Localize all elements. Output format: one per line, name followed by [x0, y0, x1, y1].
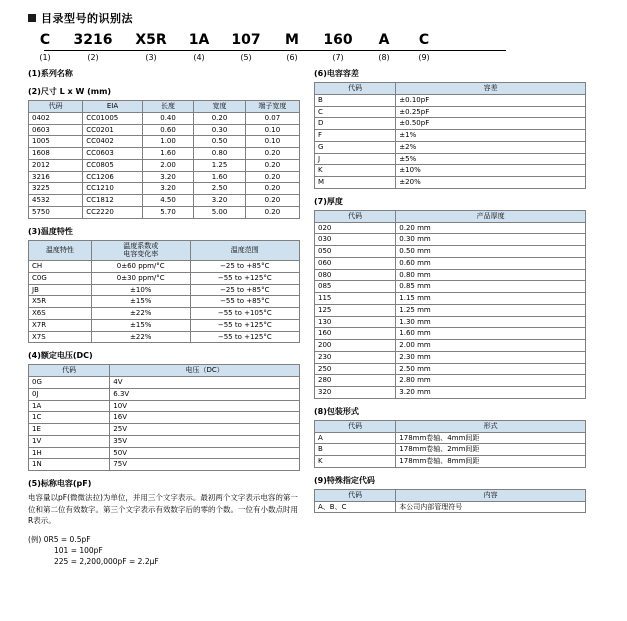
table-row — [315, 222, 586, 234]
cell-s7-10-1: 2.00 mm — [396, 340, 586, 352]
part-index-5: (5) — [240, 53, 252, 62]
th-s2-0: 代码 — [29, 101, 83, 113]
cell-s2-5-1: CC1206 — [83, 171, 143, 183]
cell-s7-6-1: 1.15 mm — [396, 293, 586, 305]
part-index-7: (7) — [332, 53, 344, 62]
table-row — [315, 444, 586, 456]
cell-s4-1-1: 6.3V — [110, 388, 300, 400]
cell-s7-5-1: 0.85 mm — [396, 281, 586, 293]
cell-s6-2-1: ±0.50pF — [396, 118, 586, 130]
size-table — [28, 100, 300, 219]
cell-s7-11-0: 230 — [315, 351, 396, 363]
part-index-6: (6) — [286, 53, 298, 62]
cell-s7-12-1: 2.50 mm — [396, 363, 586, 375]
cell-s6-0-1: ±0.10pF — [396, 94, 586, 106]
section-heading-7: (7)厚度 — [314, 196, 343, 206]
cell-s6-6-1: ±10% — [396, 165, 586, 177]
section-heading-8: (8)包装形式 — [314, 406, 359, 416]
table-header-row — [315, 420, 586, 432]
cell-s2-7-4: 0.20 — [245, 195, 299, 207]
table-row — [315, 363, 586, 375]
cell-s3-4-2: −55 to +105°C — [190, 308, 299, 320]
part-number-underline — [44, 50, 506, 51]
capacitance-example — [28, 534, 300, 568]
table-header-row — [29, 101, 300, 113]
part-code-2: 3216 — [73, 32, 113, 48]
table-row — [315, 501, 586, 513]
table-row — [315, 234, 586, 246]
cell-s2-2-4: 0.10 — [245, 136, 299, 148]
cell-s4-5-1: 35V — [110, 435, 300, 447]
cell-s6-1-1: ±0.25pF — [396, 106, 586, 118]
table-row — [315, 177, 586, 189]
th-s4-1: 电压（DC） — [110, 365, 300, 377]
cell-s7-4-0: 080 — [315, 269, 396, 281]
cell-s6-7-0: M — [315, 177, 396, 189]
cell-s2-4-4: 0.20 — [245, 159, 299, 171]
cell-s9-0-1: 本公司内部管理符号 — [396, 501, 586, 513]
table-row — [315, 118, 586, 130]
table-row — [315, 432, 586, 444]
table-row — [315, 165, 586, 177]
th-s2-4: 端子宽度 — [245, 101, 299, 113]
cell-s7-13-1: 2.80 mm — [396, 375, 586, 387]
table-row — [29, 112, 300, 124]
cell-s3-0-2: −25 to +85°C — [190, 261, 299, 273]
table-row — [315, 257, 586, 269]
cell-s2-5-0: 3216 — [29, 171, 83, 183]
cell-s7-4-1: 0.80 mm — [396, 269, 586, 281]
cell-s2-0-0: 0402 — [29, 112, 83, 124]
table-row — [29, 171, 300, 183]
table-row — [29, 272, 300, 284]
cell-s2-1-3: 0.30 — [194, 124, 245, 136]
part-number-codes — [28, 32, 617, 48]
table-row — [29, 195, 300, 207]
cell-s2-2-3: 0.50 — [194, 136, 245, 148]
table-row — [29, 183, 300, 195]
cell-s8-1-0: B — [315, 444, 396, 456]
cell-s2-7-1: CC1812 — [83, 195, 143, 207]
cell-s6-2-0: D — [315, 118, 396, 130]
table-row — [29, 435, 300, 447]
cell-s3-5-1: ±15% — [91, 319, 190, 331]
cell-s2-2-1: CC0402 — [83, 136, 143, 148]
table-row — [29, 319, 300, 331]
table-header-row — [315, 489, 586, 501]
cell-s2-4-1: CC0805 — [83, 159, 143, 171]
section-heading-1: (1)系列名称 — [28, 69, 73, 78]
cell-s3-2-0: JB — [29, 284, 92, 296]
cell-s2-8-0: 5750 — [29, 206, 83, 218]
cell-s7-14-0: 320 — [315, 387, 396, 399]
example-line-2: 225 = 2,200,000pF = 2.2µF — [54, 557, 159, 567]
section-heading-2: (2)尺寸 L x W (mm) — [28, 87, 112, 96]
cell-s8-0-1: 178mm卷轴、4mm间距 — [396, 432, 586, 444]
cell-s2-1-2: 0.60 — [142, 124, 193, 136]
right-column — [314, 66, 586, 568]
cell-s2-6-3: 2.50 — [194, 183, 245, 195]
table-row — [29, 284, 300, 296]
cell-s6-0-0: B — [315, 94, 396, 106]
table-header-row — [315, 210, 586, 222]
cell-s7-3-1: 0.60 mm — [396, 257, 586, 269]
part-index-3: (3) — [145, 53, 157, 62]
part-code-3: X5R — [135, 32, 167, 48]
cell-s7-10-0: 200 — [315, 340, 396, 352]
cell-s3-6-0: X7S — [29, 331, 92, 343]
cell-s4-6-0: 1H — [29, 447, 110, 459]
th-s8-0: 代码 — [315, 420, 396, 432]
cell-s2-6-1: CC1210 — [83, 183, 143, 195]
th-s4-0: 代码 — [29, 365, 110, 377]
cell-s2-7-0: 4532 — [29, 195, 83, 207]
cell-s4-3-0: 1C — [29, 412, 110, 424]
table-row — [29, 459, 300, 471]
cell-s2-6-2: 3.20 — [142, 183, 193, 195]
cell-s4-4-1: 25V — [110, 424, 300, 436]
cell-s7-9-1: 1.60 mm — [396, 328, 586, 340]
part-index-9: (9) — [418, 53, 430, 62]
special-code-table — [314, 489, 586, 514]
table-row — [315, 106, 586, 118]
bullet-icon — [28, 14, 36, 22]
cell-s3-1-0: C0G — [29, 272, 92, 284]
cell-s4-0-0: 0G — [29, 377, 110, 389]
cell-s7-3-0: 060 — [315, 257, 396, 269]
cell-s3-5-0: X7R — [29, 319, 92, 331]
cell-s3-0-1: 0±60 ppm/°C — [91, 261, 190, 273]
part-number-banner — [28, 32, 617, 62]
cell-s3-3-2: −55 to +85°C — [190, 296, 299, 308]
table-row — [315, 94, 586, 106]
cell-s7-6-0: 115 — [315, 293, 396, 305]
cell-s2-7-3: 3.20 — [194, 195, 245, 207]
cell-s2-3-1: CC0603 — [83, 148, 143, 160]
table-row — [29, 412, 300, 424]
th-s8-1: 形式 — [396, 420, 586, 432]
packaging-table — [314, 420, 586, 468]
cell-s3-2-1: ±10% — [91, 284, 190, 296]
cell-s2-0-4: 0.07 — [245, 112, 299, 124]
table-row — [29, 377, 300, 389]
cell-s7-8-0: 130 — [315, 316, 396, 328]
cell-s7-2-1: 0.50 mm — [396, 246, 586, 258]
cell-s4-4-0: 1E — [29, 424, 110, 436]
cell-s7-9-0: 160 — [315, 328, 396, 340]
table-row — [29, 159, 300, 171]
cell-s7-0-1: 0.20 mm — [396, 222, 586, 234]
cell-s3-2-2: −25 to +85°C — [190, 284, 299, 296]
table-row — [315, 316, 586, 328]
table-row — [29, 148, 300, 160]
cell-s6-1-0: C — [315, 106, 396, 118]
cell-s8-2-1: 178mm卷轴、8mm间距 — [396, 456, 586, 468]
table-row — [29, 400, 300, 412]
cell-s4-0-1: 4V — [110, 377, 300, 389]
cell-s2-2-2: 1.00 — [142, 136, 193, 148]
cell-s2-6-4: 0.20 — [245, 183, 299, 195]
cell-s7-14-1: 3.20 mm — [396, 387, 586, 399]
cell-s2-3-0: 1608 — [29, 148, 83, 160]
cell-s3-3-0: X5R — [29, 296, 92, 308]
section-heading-4: (4)额定电压(DC) — [28, 351, 93, 361]
cell-s3-5-2: −55 to +125°C — [190, 319, 299, 331]
cell-s6-4-0: G — [315, 141, 396, 153]
cell-s2-7-2: 4.50 — [142, 195, 193, 207]
cell-s4-2-1: 10V — [110, 400, 300, 412]
table-row — [29, 424, 300, 436]
th-s9-0: 代码 — [315, 489, 396, 501]
th-s2-1: EIA — [83, 101, 143, 113]
table-row — [29, 206, 300, 218]
cell-s6-7-1: ±20% — [396, 177, 586, 189]
cell-s7-12-0: 250 — [315, 363, 396, 375]
example-title: (例) 0R5 = 0.5pF — [28, 534, 91, 544]
table-row — [315, 351, 586, 363]
table-row — [29, 447, 300, 459]
cell-s3-4-1: ±22% — [91, 308, 190, 320]
table-row — [29, 308, 300, 320]
cell-s2-2-0: 1005 — [29, 136, 83, 148]
cell-s8-2-0: K — [315, 456, 396, 468]
section-heading-3: (3)温度特性 — [28, 226, 73, 236]
cell-s2-0-3: 0.20 — [194, 112, 245, 124]
cell-s7-7-0: 125 — [315, 304, 396, 316]
cell-s2-6-0: 3225 — [29, 183, 83, 195]
table-row — [29, 296, 300, 308]
cell-s2-3-2: 1.60 — [142, 148, 193, 160]
part-code-9: C — [418, 32, 430, 48]
cell-s7-0-0: 020 — [315, 222, 396, 234]
th-s7-1: 产品厚度 — [396, 210, 586, 222]
cell-s3-0-0: CH — [29, 261, 92, 273]
cell-s6-4-1: ±2% — [396, 141, 586, 153]
cell-s7-2-0: 050 — [315, 246, 396, 258]
cell-s2-1-0: 0603 — [29, 124, 83, 136]
table-row — [29, 261, 300, 273]
cell-s7-11-1: 2.30 mm — [396, 351, 586, 363]
cell-s6-6-0: K — [315, 165, 396, 177]
cell-s3-6-2: −55 to +125°C — [190, 331, 299, 343]
th-s9-1: 内容 — [396, 489, 586, 501]
part-index-8: (8) — [378, 53, 390, 62]
cell-s2-8-1: CC2220 — [83, 206, 143, 218]
cell-s7-13-0: 280 — [315, 375, 396, 387]
cell-s2-4-0: 2012 — [29, 159, 83, 171]
cell-s7-1-1: 0.30 mm — [396, 234, 586, 246]
cell-s9-0-0: A、B、C — [315, 501, 396, 513]
cell-s2-8-4: 0.20 — [245, 206, 299, 218]
cell-s4-7-0: 1N — [29, 459, 110, 471]
table-row — [315, 246, 586, 258]
table-row — [315, 293, 586, 305]
section-heading-5: (5)标称电容(pF) — [28, 479, 92, 488]
th-temp-char: 温度特性 — [29, 240, 92, 261]
table-row — [315, 387, 586, 399]
cell-s2-4-2: 2.00 — [142, 159, 193, 171]
cell-s4-2-0: 1A — [29, 400, 110, 412]
thickness-table — [314, 210, 586, 399]
table-row — [29, 388, 300, 400]
page-title-row — [28, 10, 617, 26]
cell-s8-0-0: A — [315, 432, 396, 444]
part-code-7: 160 — [323, 32, 353, 48]
table-header-row — [29, 240, 300, 261]
table-row — [29, 331, 300, 343]
cell-s4-3-1: 16V — [110, 412, 300, 424]
table-row — [29, 124, 300, 136]
section-heading-9: (9)特殊指定代码 — [314, 475, 375, 485]
capacitance-tolerance-table — [314, 82, 586, 189]
th-s2-3: 宽度 — [194, 101, 245, 113]
cell-s7-5-0: 085 — [315, 281, 396, 293]
cell-s6-3-0: F — [315, 130, 396, 142]
part-code-8: A — [378, 32, 390, 48]
table-row — [315, 153, 586, 165]
cell-s3-1-2: −55 to +125°C — [190, 272, 299, 284]
cell-s7-8-1: 1.30 mm — [396, 316, 586, 328]
page-title: 目录型号的识别法 — [41, 12, 133, 25]
cell-s2-0-2: 0.40 — [142, 112, 193, 124]
th-temp-coeff: 温度系数或 电容变化率 — [91, 240, 190, 261]
part-index-4: (4) — [193, 53, 205, 62]
cell-s2-3-3: 0.80 — [194, 148, 245, 160]
table-header-row — [29, 365, 300, 377]
table-row — [29, 136, 300, 148]
cell-s2-8-3: 5.00 — [194, 206, 245, 218]
table-row — [315, 269, 586, 281]
cell-s4-5-0: 1V — [29, 435, 110, 447]
cell-s3-1-1: 0±30 ppm/°C — [91, 272, 190, 284]
table-row — [315, 375, 586, 387]
content-columns — [10, 66, 617, 568]
left-column — [28, 66, 300, 568]
section-heading-6: (6)电容容差 — [314, 69, 359, 78]
table-row — [315, 130, 586, 142]
cell-s2-5-3: 1.60 — [194, 171, 245, 183]
table-header-row — [315, 83, 586, 95]
rated-voltage-table — [28, 364, 300, 471]
part-code-5: 107 — [231, 32, 261, 48]
cell-s2-1-4: 0.10 — [245, 124, 299, 136]
cell-s2-0-1: CC01005 — [83, 112, 143, 124]
cell-s3-3-1: ±15% — [91, 296, 190, 308]
th-temp-range: 温度范围 — [190, 240, 299, 261]
cell-s4-1-0: 0J — [29, 388, 110, 400]
th-s2-2: 长度 — [142, 101, 193, 113]
example-line-1: 101 = 100pF — [54, 546, 103, 556]
part-code-6: M — [285, 32, 299, 48]
cell-s2-3-4: 0.20 — [245, 148, 299, 160]
th-s7-0: 代码 — [315, 210, 396, 222]
table-row — [315, 328, 586, 340]
part-number-indices — [28, 53, 617, 62]
cell-s2-1-1: CC0201 — [83, 124, 143, 136]
part-index-1: (1) — [39, 53, 51, 62]
cell-s2-8-2: 5.70 — [142, 206, 193, 218]
capacitance-paragraph: 电容量以pF(微微法拉)为单位，并用三个文字表示。最初两个文字表示电容的第一位和第二位有效数字。第三个文字表示有效数字后的零的个数。一位有小数点时用R表示。 — [28, 493, 298, 526]
temperature-characteristics-table — [28, 240, 300, 344]
table-row — [315, 141, 586, 153]
cell-s8-1-1: 178mm卷轴、2mm间距 — [396, 444, 586, 456]
th-s6-1: 容差 — [396, 83, 586, 95]
cell-s7-7-1: 1.25 mm — [396, 304, 586, 316]
cell-s2-4-3: 1.25 — [194, 159, 245, 171]
table-row — [315, 281, 586, 293]
part-index-2: (2) — [87, 53, 99, 62]
cell-s6-3-1: ±1% — [396, 130, 586, 142]
part-code-4: 1A — [188, 32, 210, 48]
cell-s4-7-1: 75V — [110, 459, 300, 471]
table-row — [315, 340, 586, 352]
cell-s2-5-2: 3.20 — [142, 171, 193, 183]
cell-s4-6-1: 50V — [110, 447, 300, 459]
cell-s7-1-0: 030 — [315, 234, 396, 246]
cell-s3-4-0: X6S — [29, 308, 92, 320]
th-s6-0: 代码 — [315, 83, 396, 95]
part-code-1: C — [39, 32, 51, 48]
cell-s6-5-0: J — [315, 153, 396, 165]
cell-s3-6-1: ±22% — [91, 331, 190, 343]
table-row — [315, 304, 586, 316]
cell-s2-5-4: 0.20 — [245, 171, 299, 183]
table-row — [315, 456, 586, 468]
cell-s6-5-1: ±5% — [396, 153, 586, 165]
